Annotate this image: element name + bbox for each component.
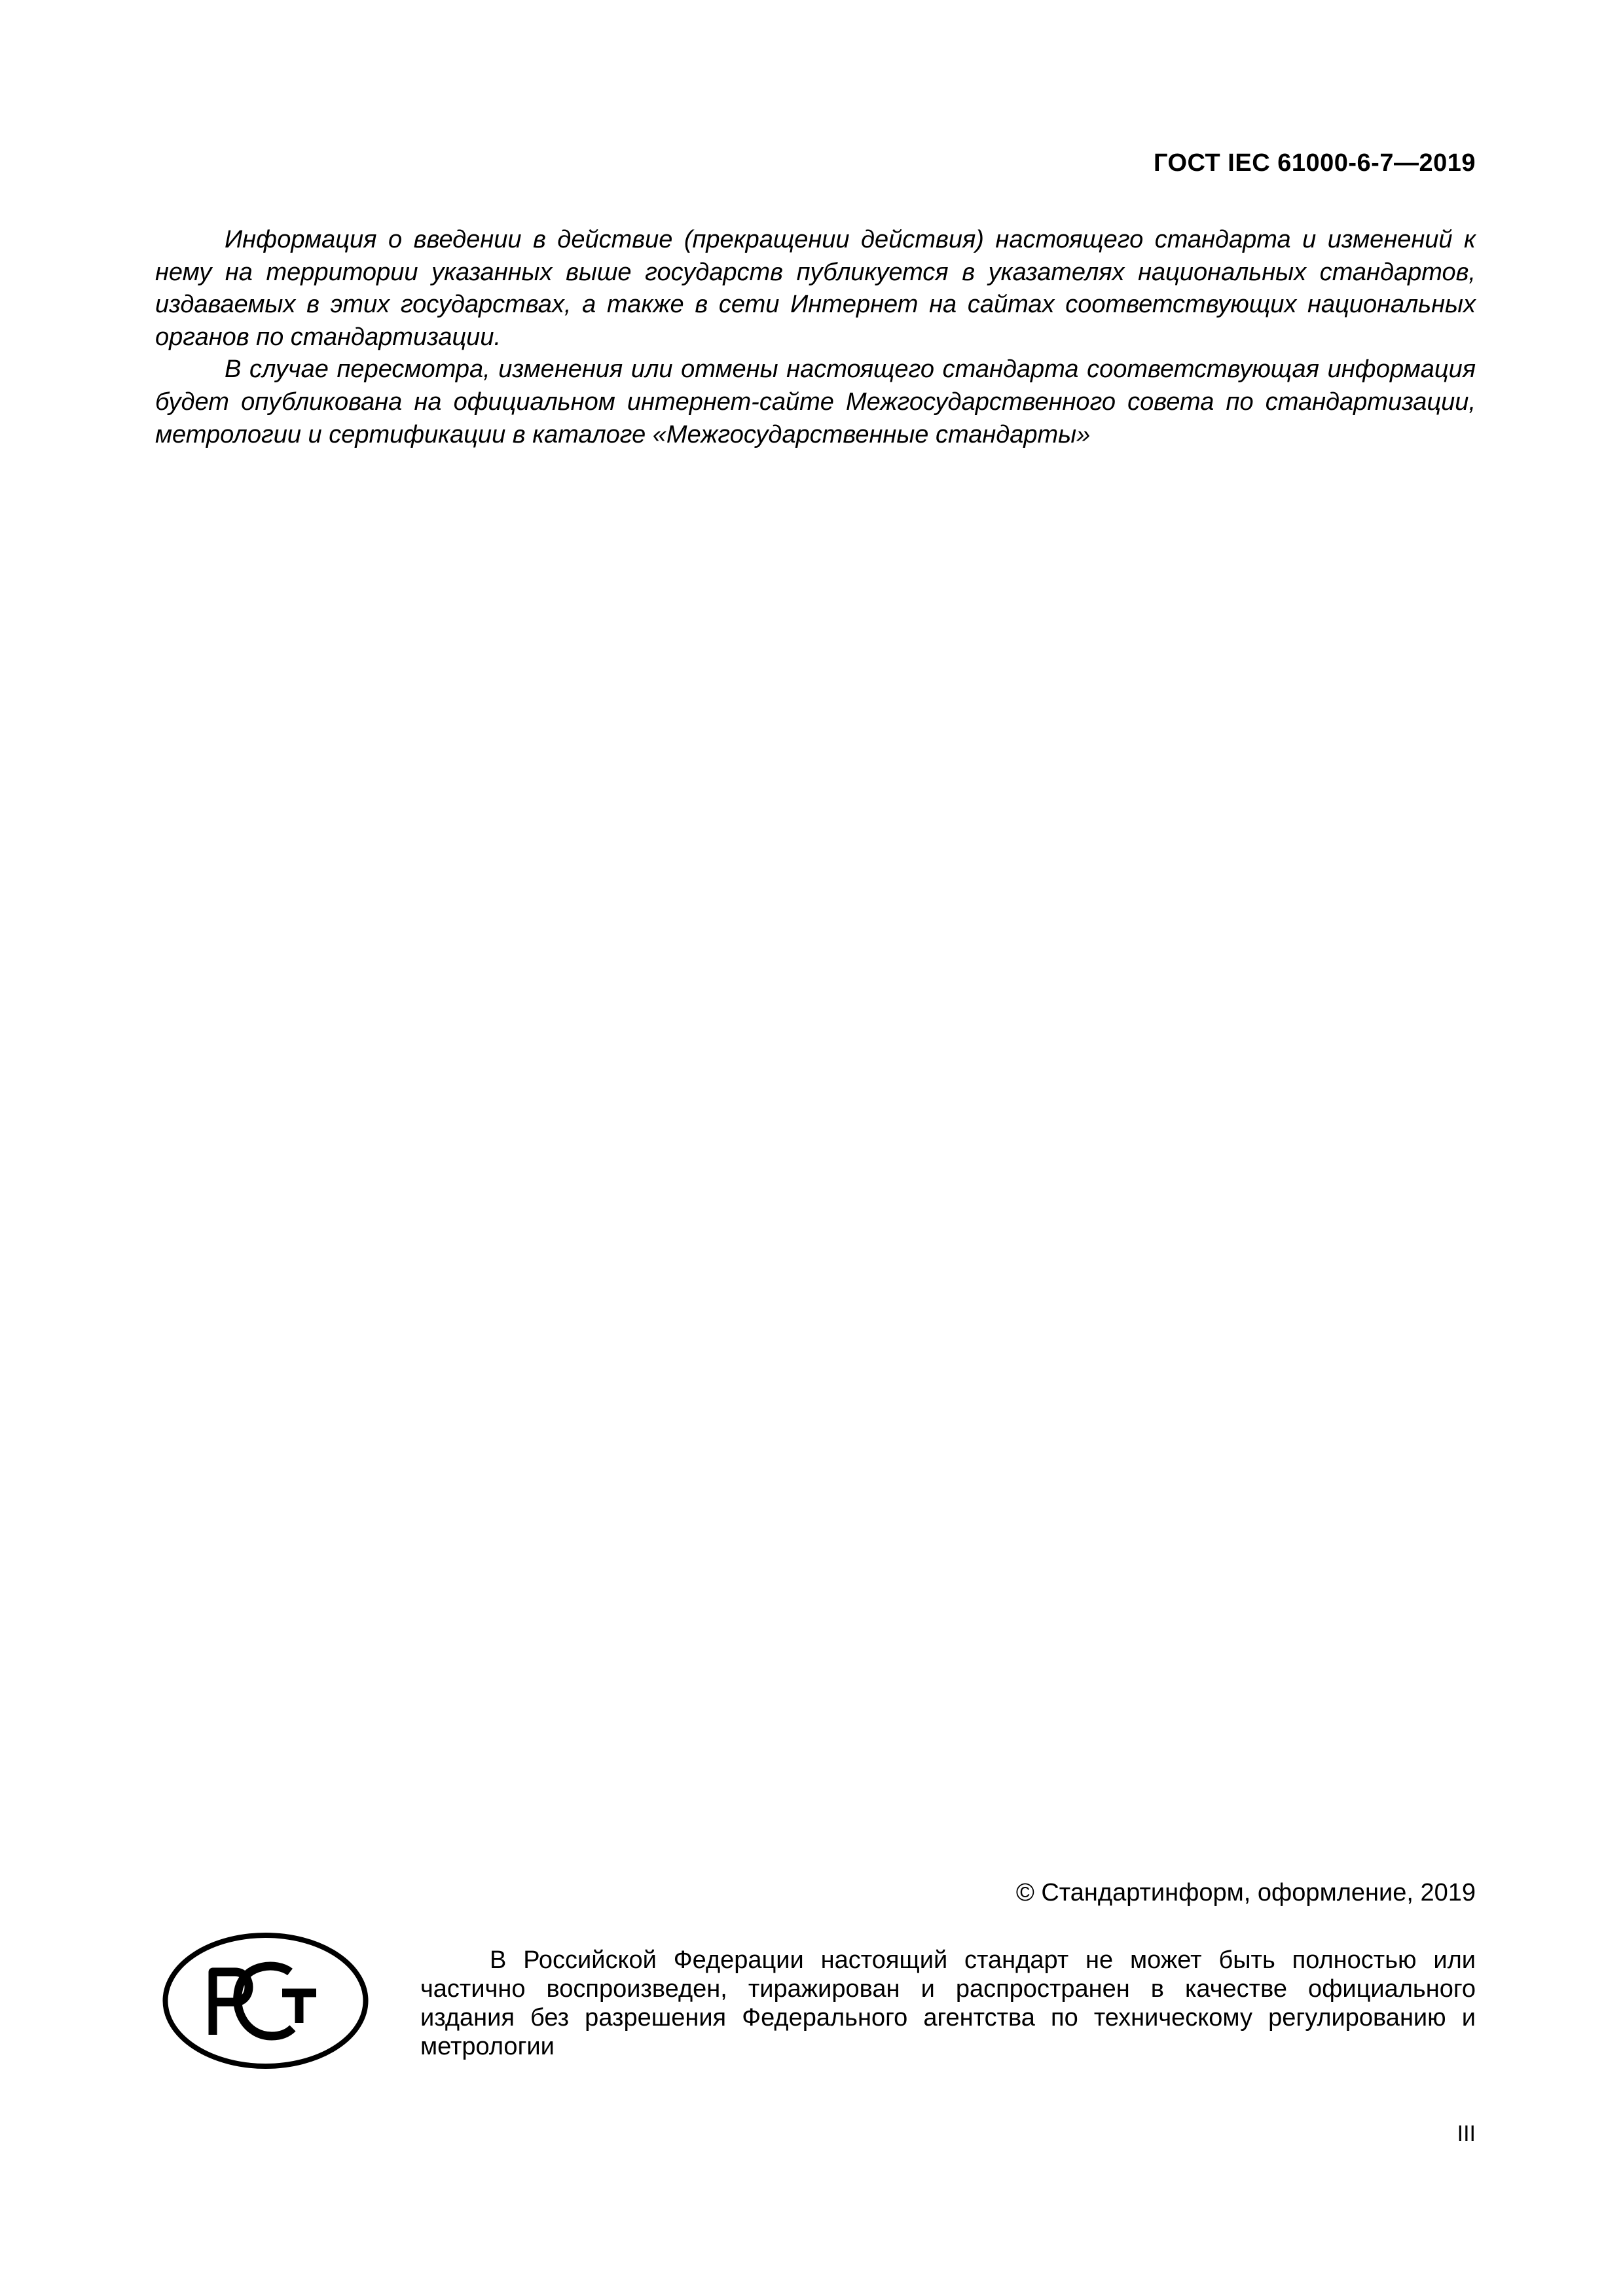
rst-certification-mark-icon [162, 1931, 369, 2070]
reproduction-notice [420, 1946, 1476, 2061]
intro-paragraph-revision-info: В случае пересмотра, изменения или отмены настоящего стандарта соответствующая информация будет опубликована на официальном интернет-сайте Межгосударственного совета по стандартизации, метрологии и сертификации в каталоге «Межгосударственные стандарты» [155, 355, 1476, 448]
copyright-line: © Стандартинформ, оформление, 2019 [1015, 1879, 1476, 1906]
intro-paragraph-effective-info: Информация о введении в действие (прекращении действия) настоящего стандарта и изменений к нему на территории указанных выше государств публикуется в указателях национальных стандартов, издаваемых в этих государствах, а также в сети Интернет на сайтах соответствующих национальных органов по стандартизации. [155, 226, 1476, 351]
page-number: III [1457, 2121, 1476, 2146]
document-designation: ГОСТ IEC 61000-6-7—2019 [1153, 149, 1476, 177]
intro-section [155, 224, 1476, 451]
reproduction-notice-text: В Российской Федерации настоящий стандарт не может быть полностью или частично воспроизведен, тиражирован и распространен в качестве официального издания без разрешения Федерального агентства по техническому регулированию и метрологии [420, 1946, 1476, 2060]
